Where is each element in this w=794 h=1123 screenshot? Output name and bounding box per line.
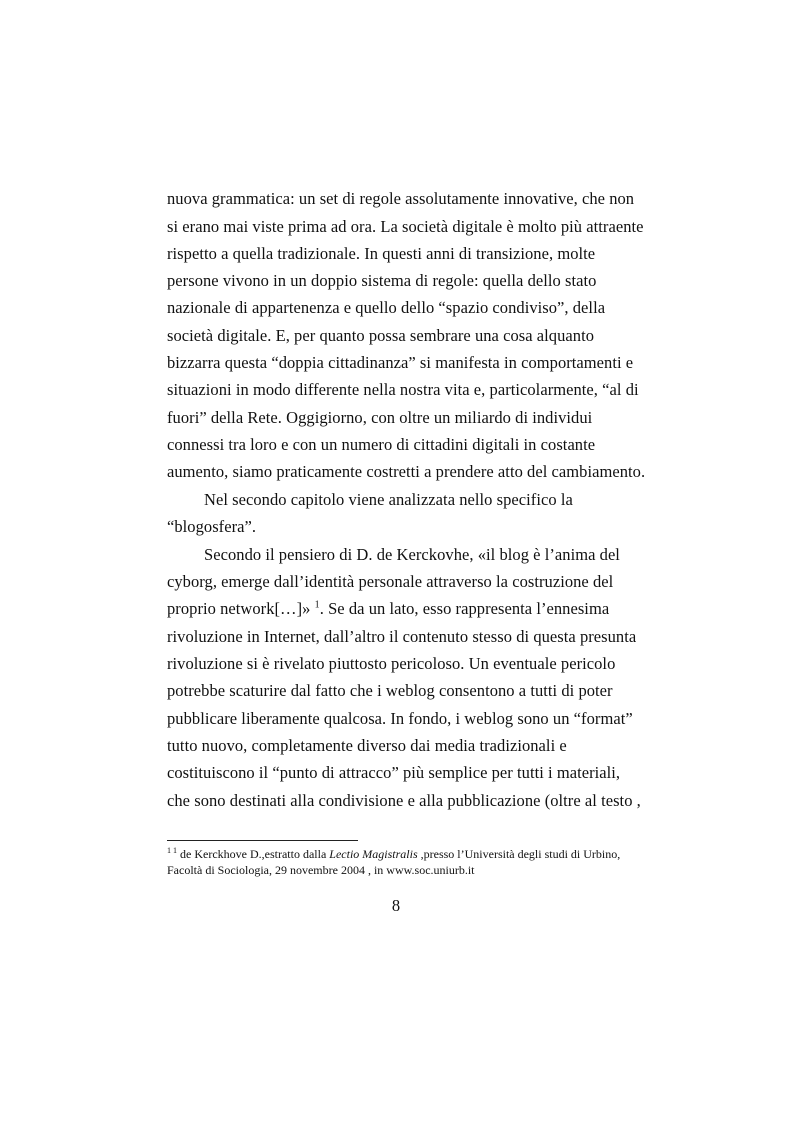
body-line-22: costituiscono il “punto di attracco” più semplice per tutti i materiali,: [167, 763, 621, 782]
body-line-16-end: . Se da un lato, esso rappresenta l’ennesima: [319, 599, 610, 618]
body-line-12: Nel secondo capitolo viene analizzata nello specifico la: [204, 490, 573, 509]
body-line-11: aumento, siamo praticamente costretti a prendere atto del cambiamento.: [167, 462, 646, 481]
body-line-19: potrebbe scaturire dal fatto che i weblog consentono a tutti di poter: [167, 681, 613, 700]
body-line-15: cyborg, emerge dall’identità personale attraverso la costruzione del: [167, 572, 614, 591]
footnote-italic-title: Lectio Magistralis: [329, 847, 418, 861]
footnote-reference[interactable]: 1: [314, 599, 320, 611]
body-line-8: situazioni in modo differente nella nostra vita e, particolarmente, “al di: [167, 380, 639, 399]
body-line-14: Secondo il pensiero di D. de Kerckovhe, «il blog è l’anima del: [204, 545, 620, 564]
body-line-5: nazionale di appartenenza e quello dello “spazio condiviso”, della: [167, 298, 606, 317]
body-line-16-start: proprio network[…]»: [167, 599, 311, 618]
body-line-18: rivoluzione si è rivelato piuttosto pericoloso. Un eventuale pericolo: [167, 654, 616, 673]
body-line-1: nuova grammatica: un set di regole assolutamente innovative, che non: [167, 189, 635, 208]
body-line-2: si erano mai viste prima ad ora. La società digitale è molto più attraente: [167, 217, 644, 236]
body-line-20: pubblicare liberamente qualcosa. In fondo, i weblog sono un “format”: [167, 709, 633, 728]
body-line-9: fuori” della Rete. Oggigiorno, con oltre un miliardo di individui: [167, 408, 593, 427]
page-number: [0, 896, 794, 916]
body-line-23: che sono destinati alla condivisione e alla pubblicazione (oltre al testo ,: [167, 791, 641, 810]
footnote-separator: [167, 840, 358, 841]
body-line-3: rispetto a quella tradizionale. In questi anni di transizione, molte: [167, 244, 596, 263]
body-line-21: tutto nuovo, completamente diverso dai media tradizionali e: [167, 736, 567, 755]
body-line-13: “blogosfera”.: [167, 517, 257, 536]
footnote-line-1: [167, 846, 620, 862]
body-line-4: persone vivono in un doppio sistema di regole: quella dello stato: [167, 271, 597, 290]
body-line-17: rivoluzione in Internet, dall’altro il contenuto stesso di questa presunta: [167, 627, 637, 646]
body-line-7: bizzarra questa “doppia cittadinanza” si manifesta in comportamenti e: [167, 353, 634, 372]
footnote-marker: 1 1: [167, 846, 177, 855]
page-number-text: 8: [391, 896, 401, 915]
footnote-line-2: Facoltà di Sociologia, 29 novembre 2004 , in www.soc.uniurb.it: [167, 863, 475, 877]
body-line-6: società digitale. E, per quanto possa sembrare una cosa alquanto: [167, 326, 595, 345]
footnote-text-before: de Kerckhove D.,estratto dalla: [177, 847, 330, 861]
body-line-10: connessi tra loro e con un numero di cittadini digitali in costante: [167, 435, 596, 454]
body-line-16: [167, 599, 609, 619]
footnote-text-after: ,presso l’Università degli studi di Urbino,: [417, 847, 621, 861]
